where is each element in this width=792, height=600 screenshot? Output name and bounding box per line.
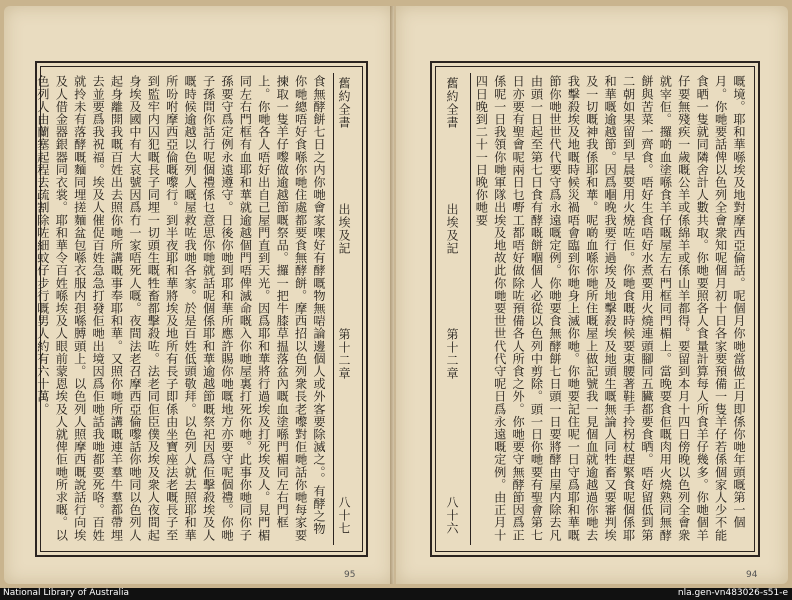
left-page-frame — [35, 61, 368, 557]
left-book-name: 出埃及記 — [337, 203, 351, 255]
left-header-rule — [333, 73, 334, 545]
footer-identifier: nla.gen-vn483026-s51-e — [677, 588, 788, 598]
right-running-header — [444, 73, 464, 545]
footer-library-name: National Library of Australia — [3, 588, 130, 598]
left-running-header — [336, 73, 356, 545]
right-book-title: 舊約全書 — [445, 77, 459, 129]
right-chapter: 第十二章 — [445, 328, 459, 380]
right-page-frame — [430, 61, 760, 557]
left-body-text: 食無酵餅七日之内你哋會家㗎好有酵嘅物無啱論邊個人或外客要除滅之。。有酵之物你哋總唔好食喺你哋住處都要食無酵餅。摩西招以色列衆長老嚟對佢哋話你哋每家要揀取一隻羊仔嚟做逾越節嘅祭品。攞一把牛膝草揾落盆內嘅血塗喺門楣同左右門框上。你哋各人唔好出自己屋門直到天光。因爲耶和華將行過埃及打死埃及人。見門楣同左右門框有血耶和華就逾越個門唔俾滅命嘅入你哋屋裏打死你哋。此事你哋同你子孫要守爲定例永遠遵守。日後你哋到耶和華所應許賜你哋嘅地方亦要守呢個禮。你哋子孫問你話行呢個禮係乜意思你哋就話呢個係耶和華逾越節嘅祭祀因爲佢擊殺埃及人嘅時候逾越以色列人嘅屋救咗我哋各家。於是百姓低頭敬拜。以色列人就去照耶和華所吩咐摩西亞倫嘅嚟行。到半夜耶和華將埃及地所有長子即係由坐寶座法老嘅長子至到監牢内囚犯嘅長子同埋一切頭生嘅牲畜都擊殺咗。法老同佢臣僕及埃及衆人夜間起身埃及國中有大哀號因爲冇一家唔死人嘅。夜間法老召摩西亞倫嚟話你哋同以色列人起身離開我嘅百姓出去照你哋所講嘅事奉耶和華。又照你哋所講嘅連羊羣牛羣都帶埋去並要爲我祝福。埃及人催促百姓急急打發佢哋出境因爲佢哋話我哋都要死咯。百姓就拎未有落酵嘅麵同埋搓麵盆包喺衣服内孭喺膊頭上。以色列人照摩西嘅說話行向埃及人借金器銀器同衣裳。耶和華令百姓喺埃及人眼前蒙恩埃及人就俾佢哋所求嘅。以色列人由蘭塞起程去疏割除咗細蚊仔步行嘅男人約有六十萬。 — [35, 75, 326, 542]
left-page — [4, 6, 394, 584]
right-folio-stamp: 94 — [746, 570, 758, 580]
right-header-rule — [470, 73, 471, 545]
footer-bar — [0, 588, 792, 600]
right-body-text: 嘅境。耶和華喺埃及地對摩西亞倫話。呢個月你哋當做正月即係你哋年頭嘅第一個月。你哋要話俾以色列全會衆知呢個月初十日各家要預備一隻羊仔若係個家人少不能食晒一隻就同隣舍計人數共取。你哋要照各人食量計算每人所食羊仔幾多。你哋個羊仔要無殘疾一歲嘅公羊或係綿羊或係山羊都得。要留到本月十四日傍晚以色列全會衆就宰佢。攞啲血塗喺食羊仔嘅屋左右門框同門楣上。當晚要食佢嘅肉用火燒熟同無酵餅與苦菜一齊食。唔好生食唔好水煮要用火燒連頭腳同五臟都要食晒。唔好留低到第二朝如果留到早晨要用火燒咗佢。你哋食嘅時候要束腰著鞋手拎柺杖趕緊食呢個係耶和華嘅逾越節。因爲嗰晚我要行過埃及地擊殺埃及地頭生嘅無論人同牲畜又要審判埃及一切嘅神我係耶和華。呢啲血喺你哋所住嘅屋上做記號我一見個血就逾越過你哋去我擊殺埃及地嘅時候災禍唔會臨到你哋身上滅你哋。你哋要記住呢一日守爲耶和華嘅節你哋世世代代要守爲永遠嘅定例。你哋要食無酵餅七日頭一日要將酵由屋内除去凡由頭一日起至第七日食有酵嘅餅嗰個人必從以色列中剪除。頭一日你哋要有聖會第七日亦要有聖會呢兩日乜嘢工都唔好做除咗預備各人所食之外。你哋要守無酵節因爲正係呢一日我領你哋軍隊出埃及地故此你哋要世世代代守呢日爲永遠嘅定例。由正月十四日晚到二十一日晚你哋要 — [474, 75, 746, 542]
left-folio-stamp: 95 — [344, 570, 356, 580]
left-page-number: 八十七 — [337, 496, 351, 535]
left-book-title: 舊約全書 — [337, 77, 351, 129]
right-page-number: 八十六 — [445, 496, 459, 535]
right-page — [396, 6, 788, 584]
right-book-name: 出埃及記 — [445, 203, 459, 255]
left-chapter: 第十二章 — [337, 328, 351, 380]
